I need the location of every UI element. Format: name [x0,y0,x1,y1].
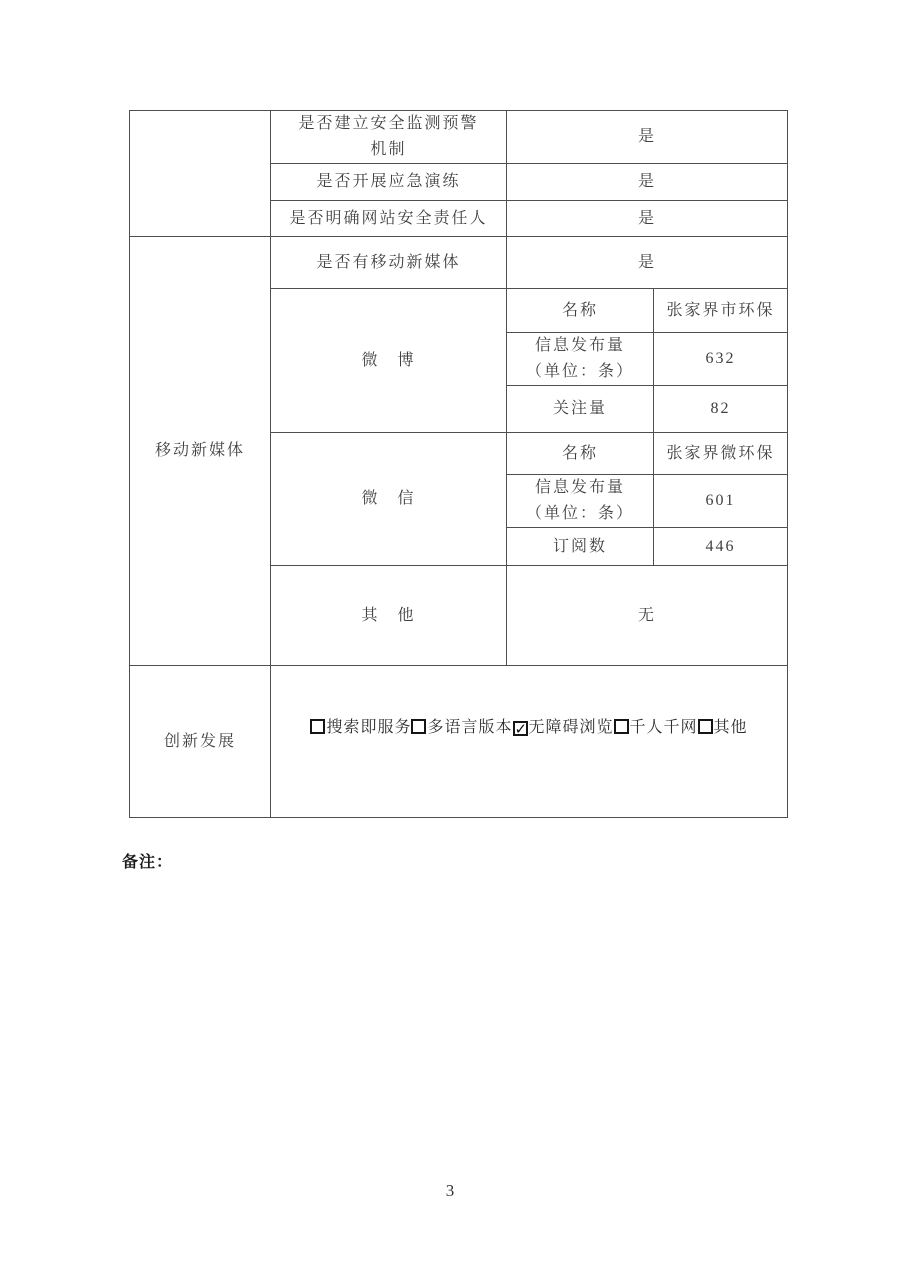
row-value: 601 [654,475,788,528]
row-label-line1: 信息发布量 [534,479,625,496]
row-value: 张家界市环保 [654,289,788,333]
row-label-line2: （单位：条） [525,363,634,380]
row-label [507,475,654,528]
weibo-label: 微 博 [271,289,507,433]
row-label: 关注量 [507,386,654,433]
option-other [698,715,748,741]
checkbox-unchecked-icon [310,719,325,734]
table-row [130,237,788,289]
option-search-as-service [310,715,411,741]
other-label: 其 他 [271,566,507,666]
option-label: 无障碍浏览 [528,718,614,736]
row-value: 张家界微环保 [654,433,788,475]
checkbox-unchecked-icon [698,719,713,734]
section-label-mobile-media: 移动新媒体 [130,237,271,666]
row-value: 是 [507,111,788,164]
option-label: 搜索即服务 [326,718,412,736]
option-qianren-qianwang [614,715,698,741]
page-number: 3 [445,1181,455,1200]
option-label: 其他 [713,718,748,736]
row-label: 是否有移动新媒体 [271,237,507,289]
checkbox-unchecked-icon [614,719,629,734]
row-value: 无 [507,566,788,666]
innovation-cell [271,666,788,818]
table-row [130,111,788,164]
report-table [129,110,788,818]
notes-label: 备注： [122,854,174,871]
table-row [130,666,788,818]
row-label: 订阅数 [507,528,654,566]
checkbox-checked-icon: ✓ [514,719,528,738]
row-label [507,333,654,386]
row-label-text: 是否建立安全监测预警机制 [298,115,479,158]
row-value: 446 [654,528,788,566]
option-label: 多语言版本 [427,718,513,736]
row-label: 是否开展应急演练 [271,164,507,201]
checkbox-unchecked-icon [411,719,426,734]
option-multilingual [411,715,512,741]
option-accessible-browsing [513,715,614,741]
row-label: 是否明确网站安全责任人 [271,201,507,237]
row-value: 是 [507,164,788,201]
section-cell-empty [130,111,271,237]
row-value: 是 [507,237,788,289]
row-value: 632 [654,333,788,386]
row-value: 是 [507,201,788,237]
innovation-options [271,715,787,741]
wechat-label: 微 信 [271,433,507,566]
section-label-innovation: 创新发展 [130,666,271,818]
row-label [271,111,507,164]
row-value: 82 [654,386,788,433]
row-label: 名称 [507,289,654,333]
option-label: 千人千网 [629,718,698,736]
row-label-line2: （单位：条） [525,505,634,522]
row-label-line1: 信息发布量 [534,337,625,354]
row-label: 名称 [507,433,654,475]
